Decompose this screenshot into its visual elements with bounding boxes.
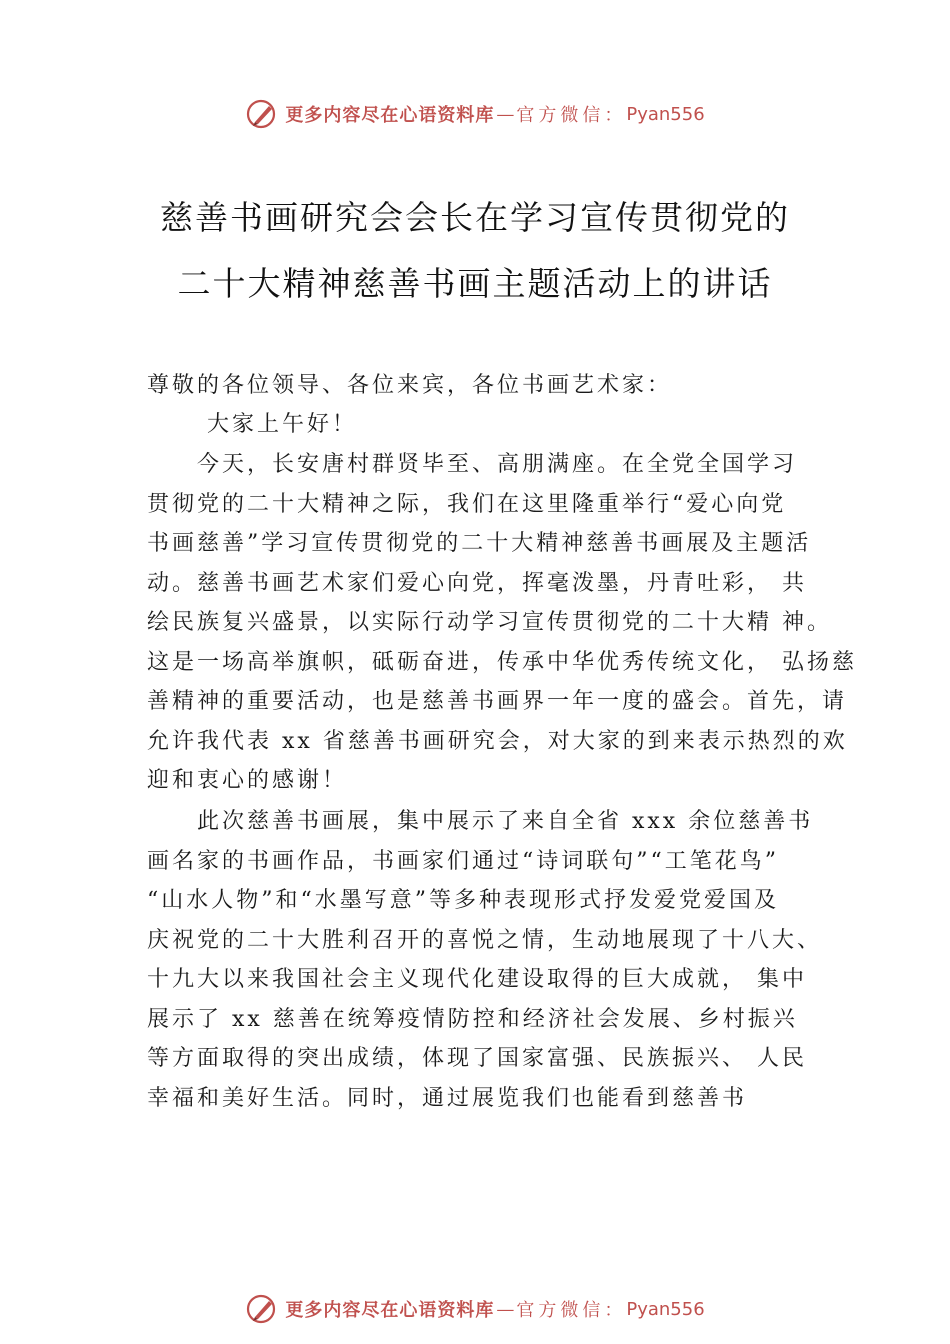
paragraph-line: 绘民族复兴盛景，以实际行动学习宣传贯彻党的二十大精 神。 [147,610,832,635]
paragraph-line: 展示了 xx 慈善在统筹疫情防控和经济社会发展、乡村振兴 [147,1006,798,1032]
watermark-dash: — [496,1298,515,1320]
paragraph-line: 庆祝党的二十大胜利召开的喜悦之情，生动地展现了十八大、 [147,927,823,953]
watermark-brand: 更多内容尽在心语资料库 [285,1300,495,1321]
salutation [147,366,847,406]
paragraph-line: “山水人物”和“水墨写意”等多种表现形式抒发爱党爱国及 [147,888,779,913]
document-title-line-2: 二十大精神慈善书画主题活动上的讲话 [177,264,773,303]
paragraph-line: 书画慈善”学习宣传贯彻党的二十大精神慈善书画展及主题活 [147,531,812,556]
greeting [147,405,847,445]
paragraph-2 [147,802,847,1118]
paragraph-1 [147,445,857,801]
paragraph-line: 画名家的书画作品，书画家们通过“诗词联句”“工笔花鸟” [147,848,779,874]
paragraph-line: 贯彻党的二十大精神之际，我们在这里隆重举行“爱心向党 [147,491,787,517]
footer-watermark [0,1289,950,1329]
watermark-brand: 更多内容尽在心语资料库 [285,105,495,126]
paragraph-line: 十九大以来我国社会主义现代化建设取得的巨大成就， 集中 [147,967,807,992]
pen-nib-circle-icon [245,1292,279,1326]
paragraph-line: 迎和衷心的感谢！ [147,768,348,793]
paragraph-line: 此次慈善书画展，集中展示了来自全省 xxx 余位慈善书 [197,809,814,834]
paragraph-line: 等方面取得的突出成绩，体现了国家富强、民族振兴、 人民 [147,1046,807,1071]
paragraph-line: 允许我代表 xx 省慈善书画研究会，对大家的到来表示热烈的欢 [147,728,848,754]
watermark-id: Pyan556 [626,103,705,125]
header-watermark [0,94,950,134]
watermark-dash: — [496,103,515,125]
salutation-line: 尊敬的各位领导、各位来宾，各位书画艺术家： [147,373,673,398]
paragraph-line: 动。慈善书画艺术家们爱心向党，挥毫泼墨，丹青吐彩， 共 [147,570,807,596]
paragraph-line: 今天，长安唐村群贤毕至、高朋满座。在全党全国学习 [197,452,798,477]
watermark-official: 官方微信： [516,1300,627,1321]
paragraph-line: 幸福和美好生活。同时，通过展览我们也能看到慈善书 [147,1085,748,1111]
paragraph-line: 善精神的重要活动，也是慈善书画界一年一度的盛会。首先，请 [147,689,848,714]
watermark-official: 官方微信： [516,105,627,126]
watermark-id: Pyan556 [626,1298,705,1320]
paragraph-line: 这是一场高举旗帜，砥砺奋进，传承中华优秀传统文化， 弘扬慈 [147,649,857,675]
document-title-line-1: 慈善书画研究会会长在学习宣传贯彻党的 [160,198,790,237]
greeting-line: 大家上午好！ [207,412,358,437]
pen-nib-circle-icon [245,97,279,131]
